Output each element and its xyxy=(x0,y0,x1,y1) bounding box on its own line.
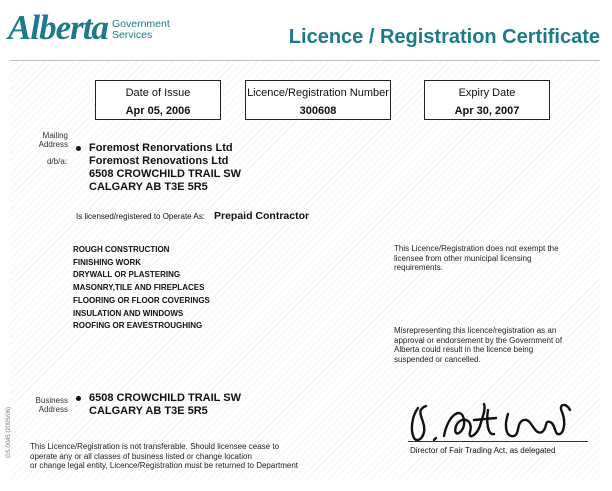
business-activities-list xyxy=(73,244,210,333)
mailing-address-label: Mailing Address xyxy=(38,131,68,149)
business-bullet-icon xyxy=(76,396,81,401)
date-of-issue-value: Apr 05, 2006 xyxy=(125,105,191,117)
licensee-name: Foremost Renorvations Ltd xyxy=(89,142,233,154)
alberta-logo xyxy=(8,8,198,48)
exemption-notice: This Licence/Registration does not exempt the licensee from other municipal licensing requirements. xyxy=(394,244,559,272)
list-item: ROOFING OR EAVESTROUGHING xyxy=(73,321,203,331)
mailing-street: 6508 CROWCHILD TRAIL SW xyxy=(89,168,241,180)
mailing-city: CALGARY AB T3E 5R5 xyxy=(89,181,208,193)
date-of-issue-box xyxy=(95,80,221,120)
business-address xyxy=(89,392,241,418)
misrepresentation-notice: Misrepresenting this licence/registration as an approval or endorsement by the Government of Alberta could result in the licence being suspended or cancelled. xyxy=(394,326,563,364)
director-signature xyxy=(404,396,574,446)
expiry-date-box xyxy=(424,80,550,120)
licensed-as-label: Is licensed/registered to Operate As: xyxy=(76,212,205,221)
business-city: CALGARY AB T3E 5R5 xyxy=(89,405,208,417)
list-item: MASONRY,TILE AND FIREPLACES xyxy=(73,283,205,293)
licence-number-label: Licence/Registration Number xyxy=(247,87,389,99)
licence-number-box xyxy=(245,80,391,120)
licensed-as-value: Prepaid Contractor xyxy=(214,210,310,222)
expiry-date-label: Expiry Date xyxy=(458,87,516,99)
expiry-date-value: Apr 30, 2007 xyxy=(454,105,520,117)
dba-label: d/b/a: xyxy=(46,157,67,166)
signature-line xyxy=(408,441,588,442)
transfer-notice: This Licence/Registration is not transferable. Should licensee cease to operate any or all classes of business listed or change location or change legal entity, Licence/Registration must be returned to Department xyxy=(30,442,298,470)
logo-government-services: Government Services xyxy=(112,18,170,41)
list-item: INSULATION AND WINDOWS xyxy=(73,308,184,318)
list-item: ROUGH CONSTRUCTION xyxy=(73,245,170,254)
form-code: GS 0045 (2005/06) xyxy=(6,406,12,458)
mailing-address xyxy=(89,142,241,194)
mailing-bullet-icon xyxy=(76,146,81,151)
licence-number-value: 300608 xyxy=(299,105,337,117)
list-item: DRYWALL OR PLASTERING xyxy=(73,270,181,280)
business-street: 6508 CROWCHILD TRAIL SW xyxy=(89,392,241,404)
list-item: FINISHING WORK xyxy=(73,257,141,267)
certificate-title: Licence / Registration Certificate xyxy=(288,26,600,48)
dba-name: Foremost Renovations Ltd xyxy=(89,155,229,167)
signature-caption: Director of Fair Trading Act, as delegated xyxy=(410,446,556,455)
list-item: FLOORING OR FLOOR COVERINGS xyxy=(73,295,210,305)
date-of-issue-label: Date of Issue xyxy=(125,87,191,99)
logo-wordmark: Alberta xyxy=(8,8,108,47)
business-address-label: Business Address xyxy=(35,396,68,414)
